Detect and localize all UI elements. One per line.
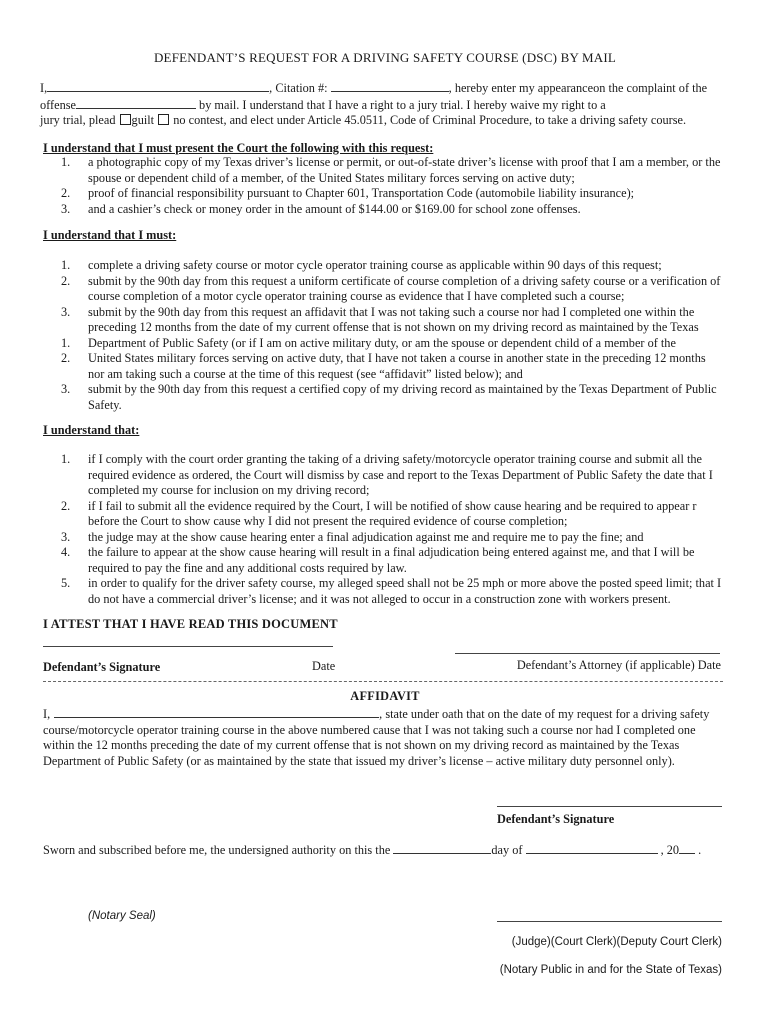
list-item-number: 3. [61,529,71,544]
sworn-year-field[interactable] [679,842,695,854]
date-label: Date [312,659,336,673]
list-item-text: submit by the 90th day from this request a uniform certificate of course completion of a driving safety course or a verification of course completion of a motor cycle operator training course as evidence that I have completed such a course; [88,273,721,303]
list-item [43,499,723,530]
list-item-text: complete a driving safety course or motor cycle operator training course as applicable within 90 days of this request; [88,258,662,272]
list-item-number: 1. [61,155,71,169]
list-item-text: a photographic copy of my Texas driver’s license or permit, or out-of-state driver’s license with proof that I am a member, or the spouse or dependent child of a member, of the United States military forces serving on active duty; [88,155,721,185]
offense-field[interactable] [76,97,196,109]
attorney-signature-label: Defendant’s Attorney (if applicable) Date [516,658,721,672]
list-item-text: submit by the 90th day from this request a certified copy of my driving record as maintained by the Texas Department of Public Safety. [88,382,717,412]
year-prefix: , 20 [660,843,680,857]
affidavit-heading: AFFIDAVIT [350,689,420,703]
section3-list [43,452,723,607]
intro-paragraph [40,80,730,129]
sworn-day-field[interactable] [393,842,491,854]
list-item-text: United States military forces serving on active duty, that I have not taken a course in another state in the preceding 12 months nor am taking such a course at the time of this request (see “affidavit” listed below); and [88,351,706,381]
list-item [43,274,723,305]
sworn-text: Sworn and subscribed before me, the undersigned authority on this the [43,843,391,857]
list-item [43,530,723,546]
affiant-signature-field[interactable] [497,806,722,807]
list-item [43,576,723,607]
list-item-number: 3. [61,304,71,319]
list-item-number: 1. [61,452,71,466]
intro-line-1 [40,80,730,97]
list-item [43,155,723,186]
list-item [43,336,723,352]
official-signature-field[interactable] [497,921,722,922]
plea-rest: no contest, and elect under Article 45.0511, Code of Criminal Procedure, to take a driving safety course. [173,113,687,127]
list-item-number: 2. [61,186,71,200]
intro-line-3 [40,113,730,129]
section2-heading: I understand that I must: [43,228,177,242]
appearance-text: , hereby enter my appearanceon the complaint of the [448,81,708,95]
defendant-signature-field[interactable] [43,646,333,647]
citation-label: , Citation #: [269,81,328,95]
list-item [43,382,723,413]
affidavit-paragraph [43,706,723,769]
list-item-text: the failure to appear at the show cause hearing will result in a final adjudication being entered against me, and that I will be required to pay the fine and any additional costs required by law. [88,545,695,575]
plea-prefix: jury trial, plead [40,113,116,127]
list-item-number: 3. [61,382,71,396]
section1-heading: I understand that I must present the Court the following with this request: [43,141,434,155]
jury-text: by mail. I understand that I have a right to a jury trial. I hereby waive my right to a [199,97,606,112]
affidavit-body: course/motorcycle operator training course in the above numbered cause that I was not taking such a course nor had I completed one within the 12 months preceding the date of my current offense that is not shown on my driving record as maintained by the Texas Department of Public Safety (or as maintained by the state that issued my driver’s license – active military duty personnel only). [43,722,696,768]
list-item [43,545,723,576]
judge-clerk-label: (Judge)(Court Clerk)(Deputy Court Clerk) [511,936,722,948]
list-item [43,186,723,202]
list-item [43,202,723,218]
offense-label: offense [40,97,76,112]
affidavit-line1-rest: , state under oath that on the date of my request for a driving safety [379,707,710,721]
list-item-number: 2. [61,273,71,288]
list-item-number: 2. [61,351,71,365]
attest-statement: I ATTEST THAT I HAVE READ THIS DOCUMENT [43,617,338,631]
list-item-text: if I fail to submit all the evidence required by the Court, I will be notified of show cause hearing and be required to appear r before the Court to show cause why I did not present the required evidence of course completion; [88,498,697,528]
section2-list [43,258,723,413]
section-divider [43,681,723,682]
list-item-text: the judge may at the show cause hearing enter a final adjudication against me and require me to pay the fine; and [88,529,644,544]
affiant-name-field[interactable] [54,706,379,718]
list-item [43,258,723,274]
guilt-label: guilt [131,113,155,127]
defendant-signature-label: Defendant’s Signature [43,660,161,674]
list-item-text: and a cashier’s check or money order in the amount of $144.00 or $169.00 for school zone offenses. [88,201,581,216]
affiant-signature-label: Defendant’s Signature [497,812,615,826]
list-item-number: 4. [61,545,71,559]
sworn-month-field[interactable] [526,842,658,854]
intro-line-2 [40,97,730,114]
section3-heading: I understand that: [43,423,140,437]
sworn-line [43,842,701,859]
section1-list [43,155,723,217]
list-item-number: 1. [61,335,71,350]
list-item-number: 5. [61,576,71,590]
day-of-label: day of [491,843,523,857]
defendant-name-field[interactable] [47,80,269,92]
list-item-number: 3. [61,201,71,216]
guilt-checkbox[interactable] [120,114,131,125]
notary-public-label: (Notary Public in and for the State of Texas) [499,964,722,976]
i-prefix: I, [40,81,48,95]
list-item [43,305,723,336]
list-item-number: 2. [61,498,71,513]
year-end: . [698,843,702,857]
list-item [43,452,723,499]
attorney-signature-field[interactable] [455,653,720,654]
citation-number-field[interactable] [331,80,449,92]
list-item-text: proof of financial responsibility pursuant to Chapter 601, Transportation Code (automobile liability insurance); [88,186,635,200]
affidavit-line-1 [43,706,723,723]
list-item [43,351,723,382]
list-item-text: if I comply with the court order granting the taking of a driving safety/motorcycle operator training course and submit all the required evidence as ordered, the Court will dismiss by case and report to the Texas Department of Public Safety the date that I completed my course for inclusion on my driving record; [88,452,713,497]
list-item-text: in order to qualify for the driver safety course, my alleged speed shall not be 25 mph or more above the posted speed limit; that I do not have a commercial driver’s license; and it was not alleged to occur in a construction zone with workers present. [88,576,722,606]
notary-seal-label: (Notary Seal) [88,910,156,922]
list-item-text: Department of Public Safety (or if I am on active military duty, or am the spouse or dependent child of a member of the [88,335,676,350]
list-item-text: submit by the 90th day from this request an affidavit that I was not taking such a course nor had I completed one within the preceding 12 months from the date of my current offense that is not shown on my driving record as maintained by the Texas [88,304,699,334]
affidavit-i-prefix: I, [43,707,51,721]
document-title: DEFENDANT’S REQUEST FOR A DRIVING SAFETY COURSE (DSC) BY MAIL [153,50,617,65]
no-contest-checkbox[interactable] [158,114,169,125]
list-item-number: 1. [61,258,71,272]
